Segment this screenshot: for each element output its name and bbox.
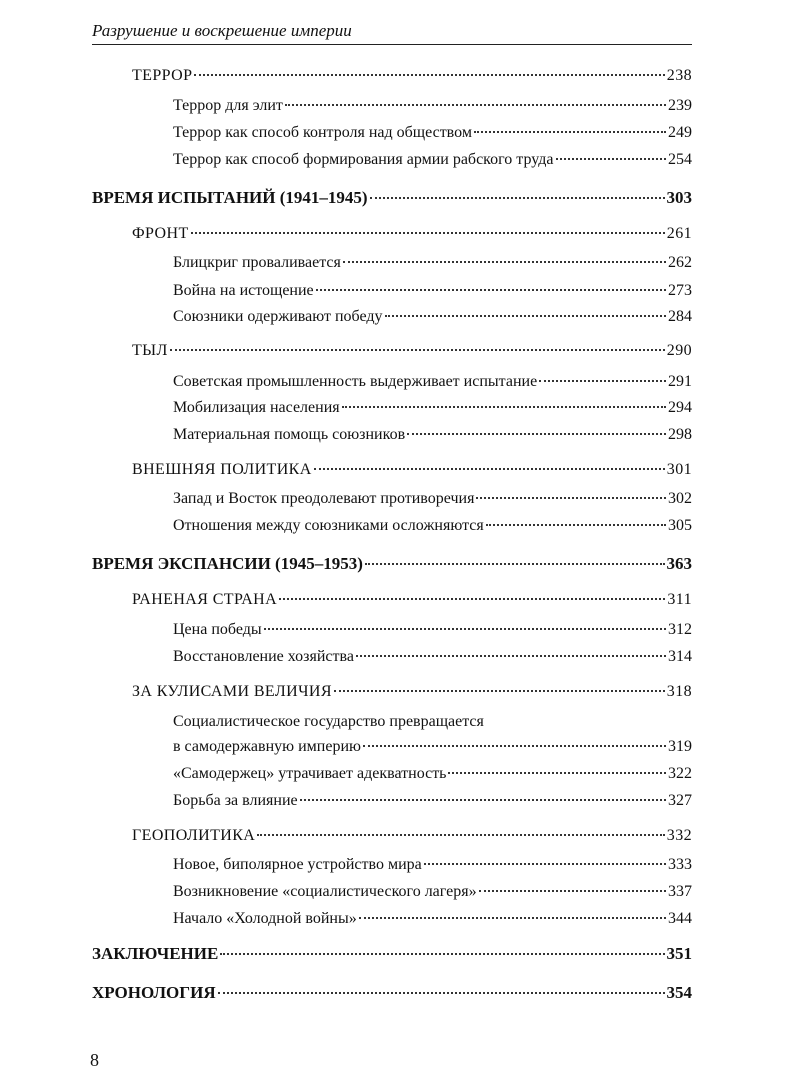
toc-section[interactable] — [0, 224, 692, 244]
toc-subsection[interactable] — [0, 150, 692, 170]
dot-leader — [474, 131, 666, 133]
toc-page-number: 249 — [668, 124, 692, 141]
toc-page-number: 351 — [666, 944, 692, 963]
toc-page-number: 354 — [666, 983, 692, 1002]
toc-page-number: 363 — [666, 554, 692, 573]
toc-page-number: 333 — [668, 856, 692, 873]
toc-page-number: 294 — [668, 399, 692, 416]
toc-entry-title: Террор как способ контроля над обществом — [173, 124, 472, 141]
toc-section[interactable] — [0, 590, 692, 610]
toc-section[interactable] — [0, 682, 692, 702]
toc-subsection[interactable] — [0, 882, 692, 902]
toc-chapter[interactable] — [0, 554, 692, 574]
toc-entry-title: ТЕРРОР — [132, 67, 193, 84]
toc-entry-title: Цена победы — [173, 621, 262, 638]
toc-subsection[interactable] — [0, 96, 692, 116]
toc-entry-title: ФРОНТ — [132, 225, 189, 242]
dot-leader — [385, 315, 666, 317]
dot-leader — [300, 799, 666, 801]
toc-entry-title: ВНЕШНЯЯ ПОЛИТИКА — [132, 461, 312, 478]
toc-page-number: 327 — [668, 792, 692, 809]
dot-leader — [343, 261, 666, 263]
toc-entry-title: Террор для элит — [173, 97, 283, 114]
toc-entry-title: Восстановление хозяйства — [173, 648, 354, 665]
dot-leader — [448, 772, 666, 774]
toc-entry-title: ЗА КУЛИСАМИ ВЕЛИЧИЯ — [132, 683, 332, 700]
toc-entry-title: ТЫЛ — [132, 342, 168, 359]
toc-page-number: 238 — [666, 67, 692, 84]
toc-page-number: 311 — [667, 591, 692, 608]
dot-leader — [316, 289, 666, 291]
toc-entry-title: Возникновение «социалистического лагеря» — [173, 883, 477, 900]
toc-page-number: 318 — [666, 683, 692, 700]
toc-entry-title: ВРЕМЯ ИСПЫТАНИЙ (1941–1945) — [92, 188, 368, 207]
toc-entry-title: Новое, биполярное устройство мира — [173, 856, 422, 873]
dot-leader — [279, 598, 665, 600]
toc-subsection[interactable] — [0, 764, 692, 784]
toc-chapter[interactable] — [0, 983, 692, 1003]
dot-leader — [556, 158, 666, 160]
toc-page-number: 322 — [668, 765, 692, 782]
dot-leader — [194, 74, 664, 76]
toc-subsection[interactable] — [0, 737, 692, 757]
toc-subsection[interactable] — [0, 855, 692, 875]
toc-page-number: 314 — [668, 648, 692, 665]
toc-page-number: 303 — [666, 188, 692, 207]
toc-entry-title: ЗАКЛЮЧЕНИЕ — [92, 944, 219, 963]
toc-chapter[interactable] — [0, 188, 692, 208]
dot-leader — [486, 524, 666, 526]
toc-section[interactable] — [0, 826, 692, 846]
dot-leader — [363, 745, 666, 747]
toc-page-number: 298 — [668, 426, 692, 443]
toc-entry-title: «Самодержец» утрачивает адекватность — [173, 765, 447, 782]
toc-entry-title: Мобилизация населения — [173, 399, 340, 416]
toc-subsection[interactable] — [0, 253, 692, 273]
toc-section[interactable] — [0, 460, 692, 480]
dot-leader — [356, 655, 666, 657]
toc-entry-title: Блицкриг проваливается — [173, 254, 341, 271]
dot-leader — [314, 468, 665, 470]
toc-page-number: 319 — [668, 738, 692, 755]
dot-leader — [220, 953, 664, 955]
toc-entry-title: Союзники одерживают победу — [173, 308, 383, 325]
toc-entry-title: Борьба за влияние — [173, 792, 298, 809]
dot-leader — [342, 406, 666, 408]
toc-page-number: 312 — [668, 621, 692, 638]
toc-page-number: 337 — [668, 883, 692, 900]
toc-page-number: 344 — [668, 910, 692, 927]
toc-entry-title: Советская промышленность выдерживает испытание — [173, 373, 538, 390]
dot-leader — [359, 917, 666, 919]
dot-leader — [191, 232, 665, 234]
toc-page-number: 284 — [668, 308, 692, 325]
toc-page-number: 239 — [668, 97, 692, 114]
toc-page-number: 291 — [668, 373, 692, 390]
toc-page-number: 305 — [668, 517, 692, 534]
toc-entry-title: Начало «Холодной войны» — [173, 910, 357, 927]
toc-subsection[interactable] — [0, 281, 692, 301]
toc-section[interactable] — [0, 66, 692, 86]
dot-leader — [257, 834, 665, 836]
toc-subsection[interactable] — [0, 791, 692, 811]
dot-leader — [407, 433, 666, 435]
toc-entry-title: ВРЕМЯ ЭКСПАНСИИ (1945–1953) — [92, 554, 363, 573]
toc-subsection[interactable] — [0, 398, 692, 418]
dot-leader — [285, 104, 666, 106]
toc-subsection[interactable] — [0, 489, 692, 509]
toc-section[interactable] — [0, 341, 692, 361]
toc-entry-title: Война на истощение — [173, 282, 314, 299]
toc-subsection[interactable] — [0, 647, 692, 667]
toc-page-number: 261 — [666, 225, 692, 242]
toc-page-number: 254 — [668, 151, 692, 168]
toc-entry-title: Социалистическое государство превращается — [173, 713, 484, 730]
toc-subsection[interactable] — [0, 909, 692, 929]
toc-chapter[interactable] — [0, 944, 692, 964]
toc-subsection[interactable] — [0, 372, 692, 392]
page-number: 8 — [90, 1050, 99, 1070]
dot-leader — [365, 563, 665, 565]
dot-leader — [539, 380, 666, 382]
toc-entry-title: Отношения между союзниками осложняются — [173, 517, 484, 534]
toc-page-number: 332 — [666, 827, 692, 844]
toc-page-number: 262 — [668, 254, 692, 271]
toc-subsection[interactable] — [0, 425, 692, 445]
toc-entry-title: ХРОНОЛОГИЯ — [92, 983, 216, 1002]
dot-leader — [479, 890, 666, 892]
toc-entry-title: Террор как способ формирования армии рабского труда — [173, 151, 554, 168]
toc-page-number: 273 — [668, 282, 692, 299]
dot-leader — [424, 863, 666, 865]
dot-leader — [218, 992, 665, 994]
dot-leader — [370, 197, 665, 199]
toc-entry-title: РАНЕНАЯ СТРАНА — [132, 591, 278, 608]
toc-page-number: 301 — [666, 461, 692, 478]
dot-leader — [264, 628, 666, 630]
dot-leader — [334, 690, 665, 692]
toc-entry-title: Запад и Восток преодолевают противоречия — [173, 490, 475, 507]
dot-leader — [476, 497, 666, 499]
toc-subsection[interactable] — [0, 516, 692, 536]
toc-entry-title: Материальная помощь союзников — [173, 426, 406, 443]
dot-leader — [170, 349, 665, 351]
toc-entry-title: ГЕОПОЛИТИКА — [132, 827, 256, 844]
toc-subsection[interactable] — [0, 123, 692, 143]
toc-page-number: 302 — [668, 490, 692, 507]
toc-subsection[interactable] — [0, 620, 692, 640]
toc-subsection[interactable] — [0, 307, 692, 327]
running-header-title: Разрушение и воскрешение империи — [92, 21, 352, 40]
toc-entry-title-continued: в самодержавную империю — [173, 738, 361, 755]
toc-page-number: 290 — [666, 342, 692, 359]
